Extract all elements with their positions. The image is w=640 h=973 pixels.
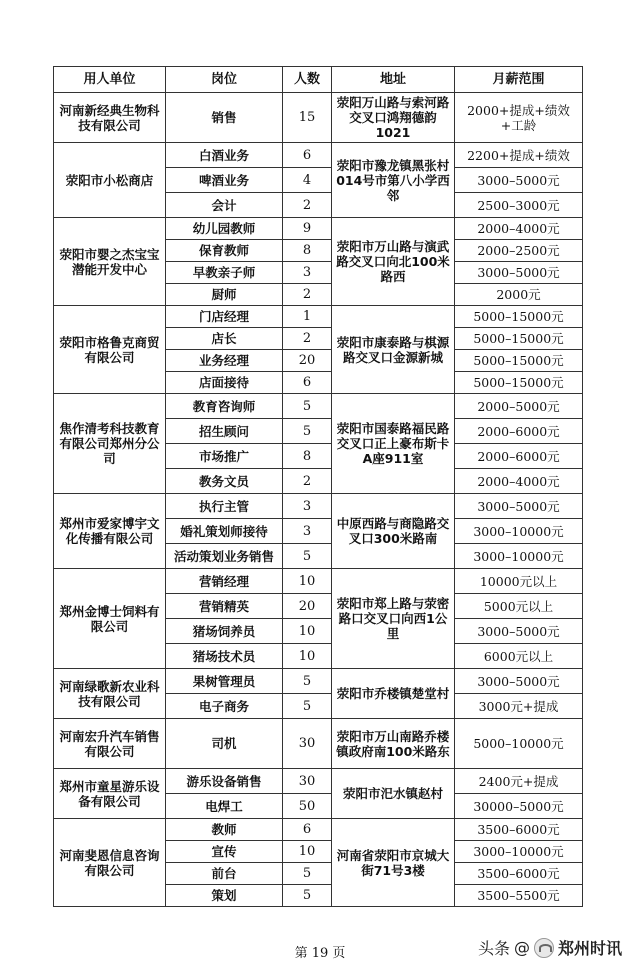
header-position: 岗位 xyxy=(166,67,283,93)
headcount-cell: 2 xyxy=(283,284,332,306)
headcount-cell: 5 xyxy=(283,419,332,444)
salary-cell: 3000–5000元 xyxy=(455,669,583,694)
address-cell: 荥阳市国泰路福民路交叉口正上豪布斯卡A座911室 xyxy=(332,394,455,494)
headcount-cell: 30 xyxy=(283,769,332,794)
address-cell: 荥阳市郑上路与荥密路口交叉口向西1公里 xyxy=(332,569,455,669)
headcount-cell: 5 xyxy=(283,863,332,885)
position-cell: 营销精英 xyxy=(166,594,283,619)
position-cell: 策划 xyxy=(166,885,283,907)
table-row xyxy=(54,769,583,794)
address-cell: 荥阳市豫龙镇黑张村014号市第八小学西邻 xyxy=(332,143,455,218)
address-cell: 荥阳市汜水镇赵村 xyxy=(332,769,455,819)
header-salary: 月薪范围 xyxy=(455,67,583,93)
headcount-cell: 8 xyxy=(283,444,332,469)
address-cell: 荥阳万山路与索河路交叉口鸿翔德韵1021 xyxy=(332,93,455,143)
header-address: 地址 xyxy=(332,67,455,93)
table-row xyxy=(54,569,583,594)
salary-cell: 2200+提成+绩效 xyxy=(455,143,583,168)
position-cell: 招生顾问 xyxy=(166,419,283,444)
salary-cell: 5000–15000元 xyxy=(455,328,583,350)
headcount-cell: 3 xyxy=(283,494,332,519)
salary-cell: 10000元以上 xyxy=(455,569,583,594)
salary-cell: 2400元+提成 xyxy=(455,769,583,794)
salary-cell: 3000–5000元 xyxy=(455,494,583,519)
headcount-cell: 2 xyxy=(283,328,332,350)
header-company: 用人单位 xyxy=(54,67,166,93)
salary-cell: 5000元以上 xyxy=(455,594,583,619)
headcount-cell: 30 xyxy=(283,719,332,769)
job-listing-table xyxy=(53,66,583,907)
company-name-cell: 河南斐恩信息咨询有限公司 xyxy=(54,819,166,907)
headcount-cell: 5 xyxy=(283,885,332,907)
salary-cell: 3000–5000元 xyxy=(455,168,583,193)
salary-cell: 3000–10000元 xyxy=(455,519,583,544)
position-cell: 前台 xyxy=(166,863,283,885)
headcount-cell: 50 xyxy=(283,794,332,819)
address-cell: 荥阳市万山路与演武路交叉口向北100米路西 xyxy=(332,218,455,306)
watermark-logo-icon xyxy=(534,938,554,958)
position-cell: 销售 xyxy=(166,93,283,143)
salary-cell: 5000–15000元 xyxy=(455,350,583,372)
position-cell: 电子商务 xyxy=(166,694,283,719)
salary-cell: 3500–5500元 xyxy=(455,885,583,907)
position-cell: 司机 xyxy=(166,719,283,769)
salary-cell: 30000–5000元 xyxy=(455,794,583,819)
headcount-cell: 2 xyxy=(283,193,332,218)
table-row xyxy=(54,93,583,143)
position-cell: 市场推广 xyxy=(166,444,283,469)
position-cell: 业务经理 xyxy=(166,350,283,372)
headcount-cell: 2 xyxy=(283,469,332,494)
position-cell: 宣传 xyxy=(166,841,283,863)
headcount-cell: 5 xyxy=(283,544,332,569)
headcount-cell: 6 xyxy=(283,372,332,394)
headcount-cell: 6 xyxy=(283,143,332,168)
salary-cell: 3500–6000元 xyxy=(455,819,583,841)
salary-cell: 2000元 xyxy=(455,284,583,306)
company-name-cell: 荥阳市小松商店 xyxy=(54,143,166,218)
table-row xyxy=(54,218,583,240)
position-cell: 会计 xyxy=(166,193,283,218)
company-name-cell: 郑州市爱家博宇文化传播有限公司 xyxy=(54,494,166,569)
address-cell: 荥阳市乔楼镇楚堂村 xyxy=(332,669,455,719)
position-cell: 电焊工 xyxy=(166,794,283,819)
watermark-sep: @ xyxy=(513,938,530,957)
table-row xyxy=(54,494,583,519)
headcount-cell: 10 xyxy=(283,569,332,594)
address-cell: 荥阳市万山南路乔楼镇政府南100米路东 xyxy=(332,719,455,769)
headcount-cell: 5 xyxy=(283,669,332,694)
position-cell: 果树管理员 xyxy=(166,669,283,694)
salary-cell: 3000–5000元 xyxy=(455,619,583,644)
headcount-cell: 3 xyxy=(283,262,332,284)
headcount-cell: 8 xyxy=(283,240,332,262)
salary-cell: 2500–3000元 xyxy=(455,193,583,218)
salary-cell: 3000–5000元 xyxy=(455,262,583,284)
headcount-cell: 20 xyxy=(283,594,332,619)
table-row xyxy=(54,719,583,769)
salary-cell: 3500–6000元 xyxy=(455,863,583,885)
headcount-cell: 10 xyxy=(283,644,332,669)
headcount-cell: 15 xyxy=(283,93,332,143)
table-row xyxy=(54,143,583,168)
position-cell: 猪场技术员 xyxy=(166,644,283,669)
table-row xyxy=(54,394,583,419)
position-cell: 幼儿园教师 xyxy=(166,218,283,240)
company-name-cell: 荥阳市婴之杰宝宝潜能开发中心 xyxy=(54,218,166,306)
salary-cell: 2000–4000元 xyxy=(455,469,583,494)
table-row xyxy=(54,306,583,328)
position-cell: 早教亲子师 xyxy=(166,262,283,284)
position-cell: 店长 xyxy=(166,328,283,350)
company-name-cell: 河南新经典生物科技有限公司 xyxy=(54,93,166,143)
headcount-cell: 4 xyxy=(283,168,332,193)
watermark-brand: 郑州时讯 xyxy=(557,939,622,958)
salary-cell: 2000–4000元 xyxy=(455,218,583,240)
headcount-cell: 6 xyxy=(283,819,332,841)
company-name-cell: 郑州金博士饲料有限公司 xyxy=(54,569,166,669)
headcount-cell: 10 xyxy=(283,841,332,863)
position-cell: 猪场饲养员 xyxy=(166,619,283,644)
headcount-cell: 9 xyxy=(283,218,332,240)
salary-cell: 3000–10000元 xyxy=(455,544,583,569)
address-cell: 中原西路与商隐路交叉口300米路南 xyxy=(332,494,455,569)
salary-cell: 5000–10000元 xyxy=(455,719,583,769)
salary-cell: 2000–5000元 xyxy=(455,394,583,419)
header-count: 人数 xyxy=(283,67,332,93)
headcount-cell: 10 xyxy=(283,619,332,644)
company-name-cell: 焦作清考科技教育有限公司郑州分公司 xyxy=(54,394,166,494)
company-name-cell: 河南宏升汽车销售有限公司 xyxy=(54,719,166,769)
company-name-cell: 郑州市童星游乐设备有限公司 xyxy=(54,769,166,819)
salary-cell: 5000–15000元 xyxy=(455,306,583,328)
position-cell: 营销经理 xyxy=(166,569,283,594)
address-cell: 荥阳市康泰路与棋源路交叉口金源新城 xyxy=(332,306,455,394)
salary-cell: 2000+提成+绩效+工龄 xyxy=(455,93,583,143)
headcount-cell: 1 xyxy=(283,306,332,328)
watermark xyxy=(478,936,622,959)
headcount-cell: 5 xyxy=(283,694,332,719)
position-cell: 教务文员 xyxy=(166,469,283,494)
position-cell: 保育教师 xyxy=(166,240,283,262)
position-cell: 游乐设备销售 xyxy=(166,769,283,794)
position-cell: 啤酒业务 xyxy=(166,168,283,193)
headcount-cell: 20 xyxy=(283,350,332,372)
position-cell: 厨师 xyxy=(166,284,283,306)
position-cell: 白酒业务 xyxy=(166,143,283,168)
watermark-prefix: 头条 xyxy=(477,939,510,958)
salary-cell: 3000元+提成 xyxy=(455,694,583,719)
table-header-row xyxy=(54,67,583,93)
salary-cell: 2000–6000元 xyxy=(455,444,583,469)
table-row xyxy=(54,669,583,694)
position-cell: 门店经理 xyxy=(166,306,283,328)
table-body xyxy=(54,93,583,907)
salary-cell: 3000–10000元 xyxy=(455,841,583,863)
position-cell: 活动策划业务销售 xyxy=(166,544,283,569)
salary-cell: 2000–2500元 xyxy=(455,240,583,262)
salary-cell: 5000–15000元 xyxy=(455,372,583,394)
position-cell: 教师 xyxy=(166,819,283,841)
headcount-cell: 3 xyxy=(283,519,332,544)
position-cell: 执行主管 xyxy=(166,494,283,519)
position-cell: 教育咨询师 xyxy=(166,394,283,419)
position-cell: 婚礼策划师接待 xyxy=(166,519,283,544)
page-number: 第 19 页 xyxy=(294,946,346,961)
headcount-cell: 5 xyxy=(283,394,332,419)
position-cell: 店面接待 xyxy=(166,372,283,394)
salary-cell: 2000–6000元 xyxy=(455,419,583,444)
salary-cell: 6000元以上 xyxy=(455,644,583,669)
table-row xyxy=(54,819,583,841)
company-name-cell: 河南绿歌新农业科技有限公司 xyxy=(54,669,166,719)
address-cell: 河南省荥阳市京城大街71号3楼 xyxy=(332,819,455,907)
company-name-cell: 荥阳市格鲁克商贸有限公司 xyxy=(54,306,166,394)
